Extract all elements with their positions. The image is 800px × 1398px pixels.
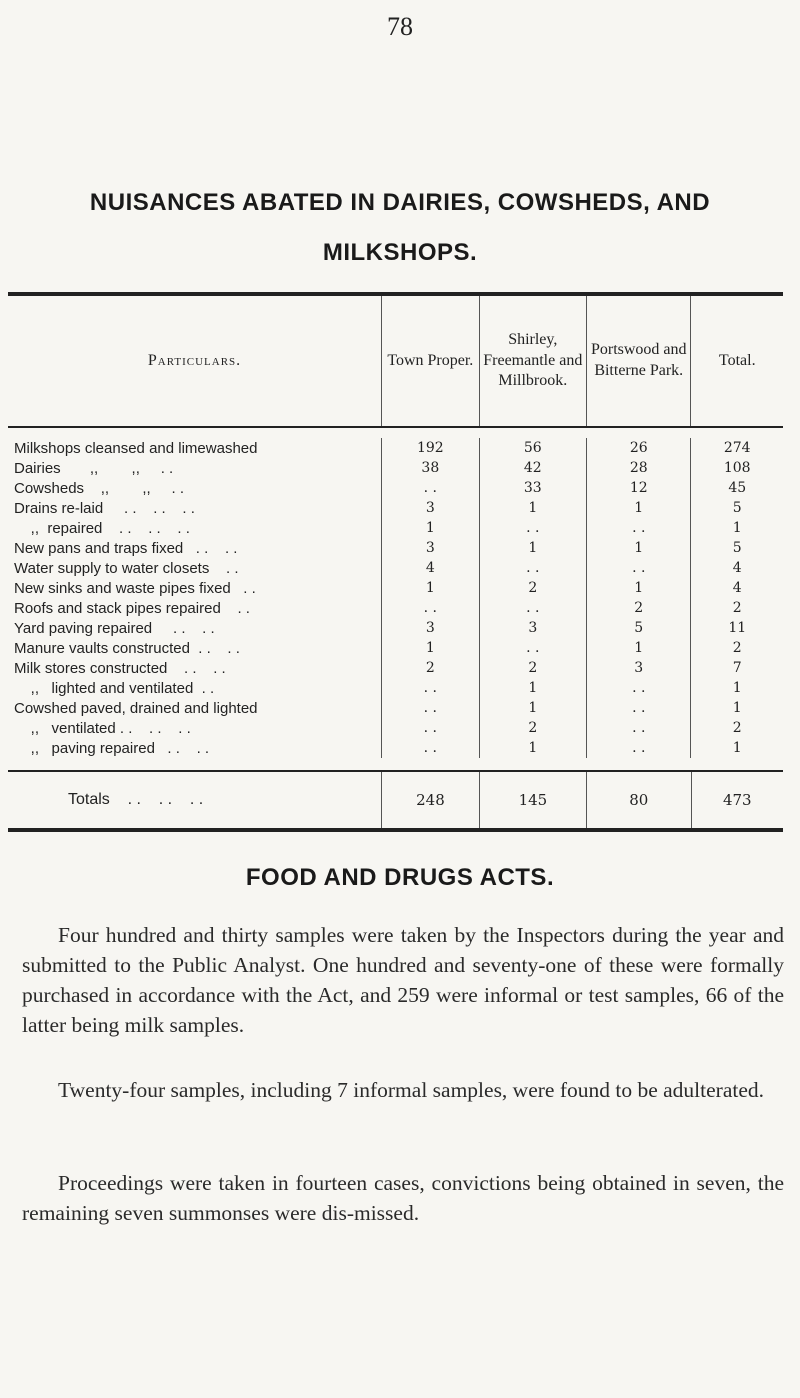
table-bottom-rule — [8, 828, 783, 832]
cell-town-proper: . . — [381, 598, 479, 618]
cell-portswood: 5 — [586, 618, 690, 638]
cell-total: 4 — [690, 558, 783, 578]
cell-portswood: . . — [586, 518, 690, 538]
cell-portswood: 2 — [586, 598, 690, 618]
cell-shirley: 1 — [479, 498, 586, 518]
cell-town-proper: . . — [381, 478, 479, 498]
table-title-line-2: MILKSHOPS. — [322, 239, 478, 266]
cell-total: 1 — [690, 698, 783, 718]
cell-portswood: 1 — [586, 638, 690, 658]
cell-town-proper: . . — [381, 678, 479, 698]
row-label: New sinks and waste pipes fixed . . — [14, 579, 256, 597]
row-label: Dairies ,, ,, . . — [14, 459, 174, 477]
cell-shirley: 1 — [479, 738, 586, 758]
cell-shirley: 2 — [479, 718, 586, 738]
cell-shirley: . . — [479, 638, 586, 658]
row-label: Water supply to water closets . . — [14, 559, 239, 577]
cell-town-proper: 3 — [381, 618, 479, 638]
table-row — [8, 438, 783, 458]
table-row — [8, 618, 783, 638]
paragraph-adulterated: Twenty-four samples, including 7 informal samples, were found to be adulterated. — [58, 1078, 765, 1102]
cell-town-proper: 2 — [381, 658, 479, 678]
cell-portswood: . . — [586, 678, 690, 698]
row-label: Drains re-laid . . . . . . — [14, 499, 195, 517]
table-row — [8, 658, 783, 678]
cell-town-proper: 38 — [381, 458, 479, 478]
cell-total: 274 — [690, 438, 783, 458]
row-label: Roofs and stack pipes repaired . . — [14, 599, 250, 617]
table-row — [8, 718, 783, 738]
cell-shirley: 2 — [479, 658, 586, 678]
row-label: Cowshed paved, drained and lighted — [14, 699, 258, 717]
table-row — [8, 578, 783, 598]
table-row — [8, 538, 783, 558]
row-label: ,, paving repaired . . . . — [14, 739, 210, 757]
cell-portswood: . . — [586, 718, 690, 738]
row-label: Cowsheds ,, ,, . . — [14, 479, 185, 497]
cell-total: 1 — [690, 738, 783, 758]
row-label: Manure vaults constructed . . . . — [14, 639, 240, 657]
table-row — [8, 558, 783, 578]
cell-portswood: . . — [586, 698, 690, 718]
table-row — [8, 638, 783, 658]
cell-town-proper: 3 — [381, 538, 479, 558]
totals-shirley: 145 — [479, 772, 586, 828]
cell-portswood: 3 — [586, 658, 690, 678]
table-row — [8, 478, 783, 498]
cell-town-proper: . . — [381, 698, 479, 718]
table-title-line-1: NUISANCES ABATED IN DAIRIES, COWSHEDS, AND — [89, 189, 711, 216]
cell-total: 5 — [690, 498, 783, 518]
nuisances-table — [8, 292, 783, 832]
cell-portswood: 12 — [586, 478, 690, 498]
table-row — [8, 598, 783, 618]
cell-portswood: 26 — [586, 438, 690, 458]
cell-total: 1 — [690, 678, 783, 698]
header-shirley: Shirley, Freemantle and Millbrook. — [479, 296, 586, 426]
cell-portswood: 1 — [586, 498, 690, 518]
cell-total: 2 — [690, 598, 783, 618]
cell-shirley: . . — [479, 598, 586, 618]
totals-town: 248 — [381, 772, 478, 828]
header-total: Total. — [690, 296, 783, 426]
cell-shirley: 42 — [479, 458, 586, 478]
row-label: ,, repaired . . . . . . — [14, 519, 190, 537]
cell-total: 4 — [690, 578, 783, 598]
cell-portswood: 28 — [586, 458, 690, 478]
cell-total: 5 — [690, 538, 783, 558]
table-body — [8, 428, 783, 770]
table-row — [8, 698, 783, 718]
section-title: FOOD AND DRUGS ACTS. — [245, 864, 555, 891]
cell-portswood: . . — [586, 558, 690, 578]
header-particulars: Particulars. — [147, 351, 242, 369]
cell-total: 11 — [690, 618, 783, 638]
page-number: 78 — [387, 12, 413, 41]
table-row — [8, 678, 783, 698]
cell-shirley: 33 — [479, 478, 586, 498]
cell-shirley: 1 — [479, 698, 586, 718]
cell-portswood: 1 — [586, 538, 690, 558]
table-row — [8, 518, 783, 538]
cell-shirley: 1 — [479, 538, 586, 558]
row-label: Yard paving repaired . . . . — [14, 619, 215, 637]
cell-total: 45 — [690, 478, 783, 498]
cell-total: 2 — [690, 638, 783, 658]
row-label: New pans and traps fixed . . . . — [14, 539, 238, 557]
totals-row — [8, 772, 783, 828]
header-town-proper: Town Proper. — [381, 296, 479, 426]
cell-shirley: 2 — [479, 578, 586, 598]
cell-town-proper: 3 — [381, 498, 479, 518]
row-label: ,, ventilated . . . . . . — [14, 719, 191, 737]
table-row — [8, 738, 783, 758]
totals-label: Totals . . . . . . — [68, 791, 204, 808]
cell-town-proper: 1 — [381, 518, 479, 538]
cell-shirley: 56 — [479, 438, 586, 458]
row-label: ,, lighted and ventilated . . — [14, 679, 215, 697]
table-row — [8, 458, 783, 478]
cell-shirley: . . — [479, 518, 586, 538]
cell-total: 108 — [690, 458, 783, 478]
paragraph-proceedings: Proceedings were taken in fourteen cases, convictions being obtained in seven, the remaining seven summonses were dis-missed. — [22, 1171, 784, 1225]
header-portswood: Portswood and Bitterne Park. — [586, 296, 690, 426]
cell-shirley: . . — [479, 558, 586, 578]
cell-town-proper: 192 — [381, 438, 479, 458]
cell-town-proper: 4 — [381, 558, 479, 578]
table-row — [8, 498, 783, 518]
cell-town-proper: 1 — [381, 578, 479, 598]
cell-town-proper: 1 — [381, 638, 479, 658]
cell-shirley: 1 — [479, 678, 586, 698]
paragraph-samples: Four hundred and thirty samples were taken by the Inspectors during the year and submitted to the Public Analyst. One hundred and seventy-one of these were formally purchased in accordance with the Act, and 259 were informal or test samples, 66 of the latter being milk samples. — [22, 923, 784, 1037]
row-label: Milkshops cleansed and limewashed — [14, 439, 258, 457]
cell-town-proper: . . — [381, 738, 479, 758]
cell-total: 2 — [690, 718, 783, 738]
cell-portswood: 1 — [586, 578, 690, 598]
row-label: Milk stores constructed . . . . — [14, 659, 226, 677]
cell-town-proper: . . — [381, 718, 479, 738]
table-header-row — [8, 296, 783, 426]
cell-total: 1 — [690, 518, 783, 538]
totals-total: 473 — [691, 772, 783, 828]
cell-total: 7 — [690, 658, 783, 678]
totals-portswood: 80 — [586, 772, 690, 828]
cell-shirley: 3 — [479, 618, 586, 638]
cell-portswood: . . — [586, 738, 690, 758]
